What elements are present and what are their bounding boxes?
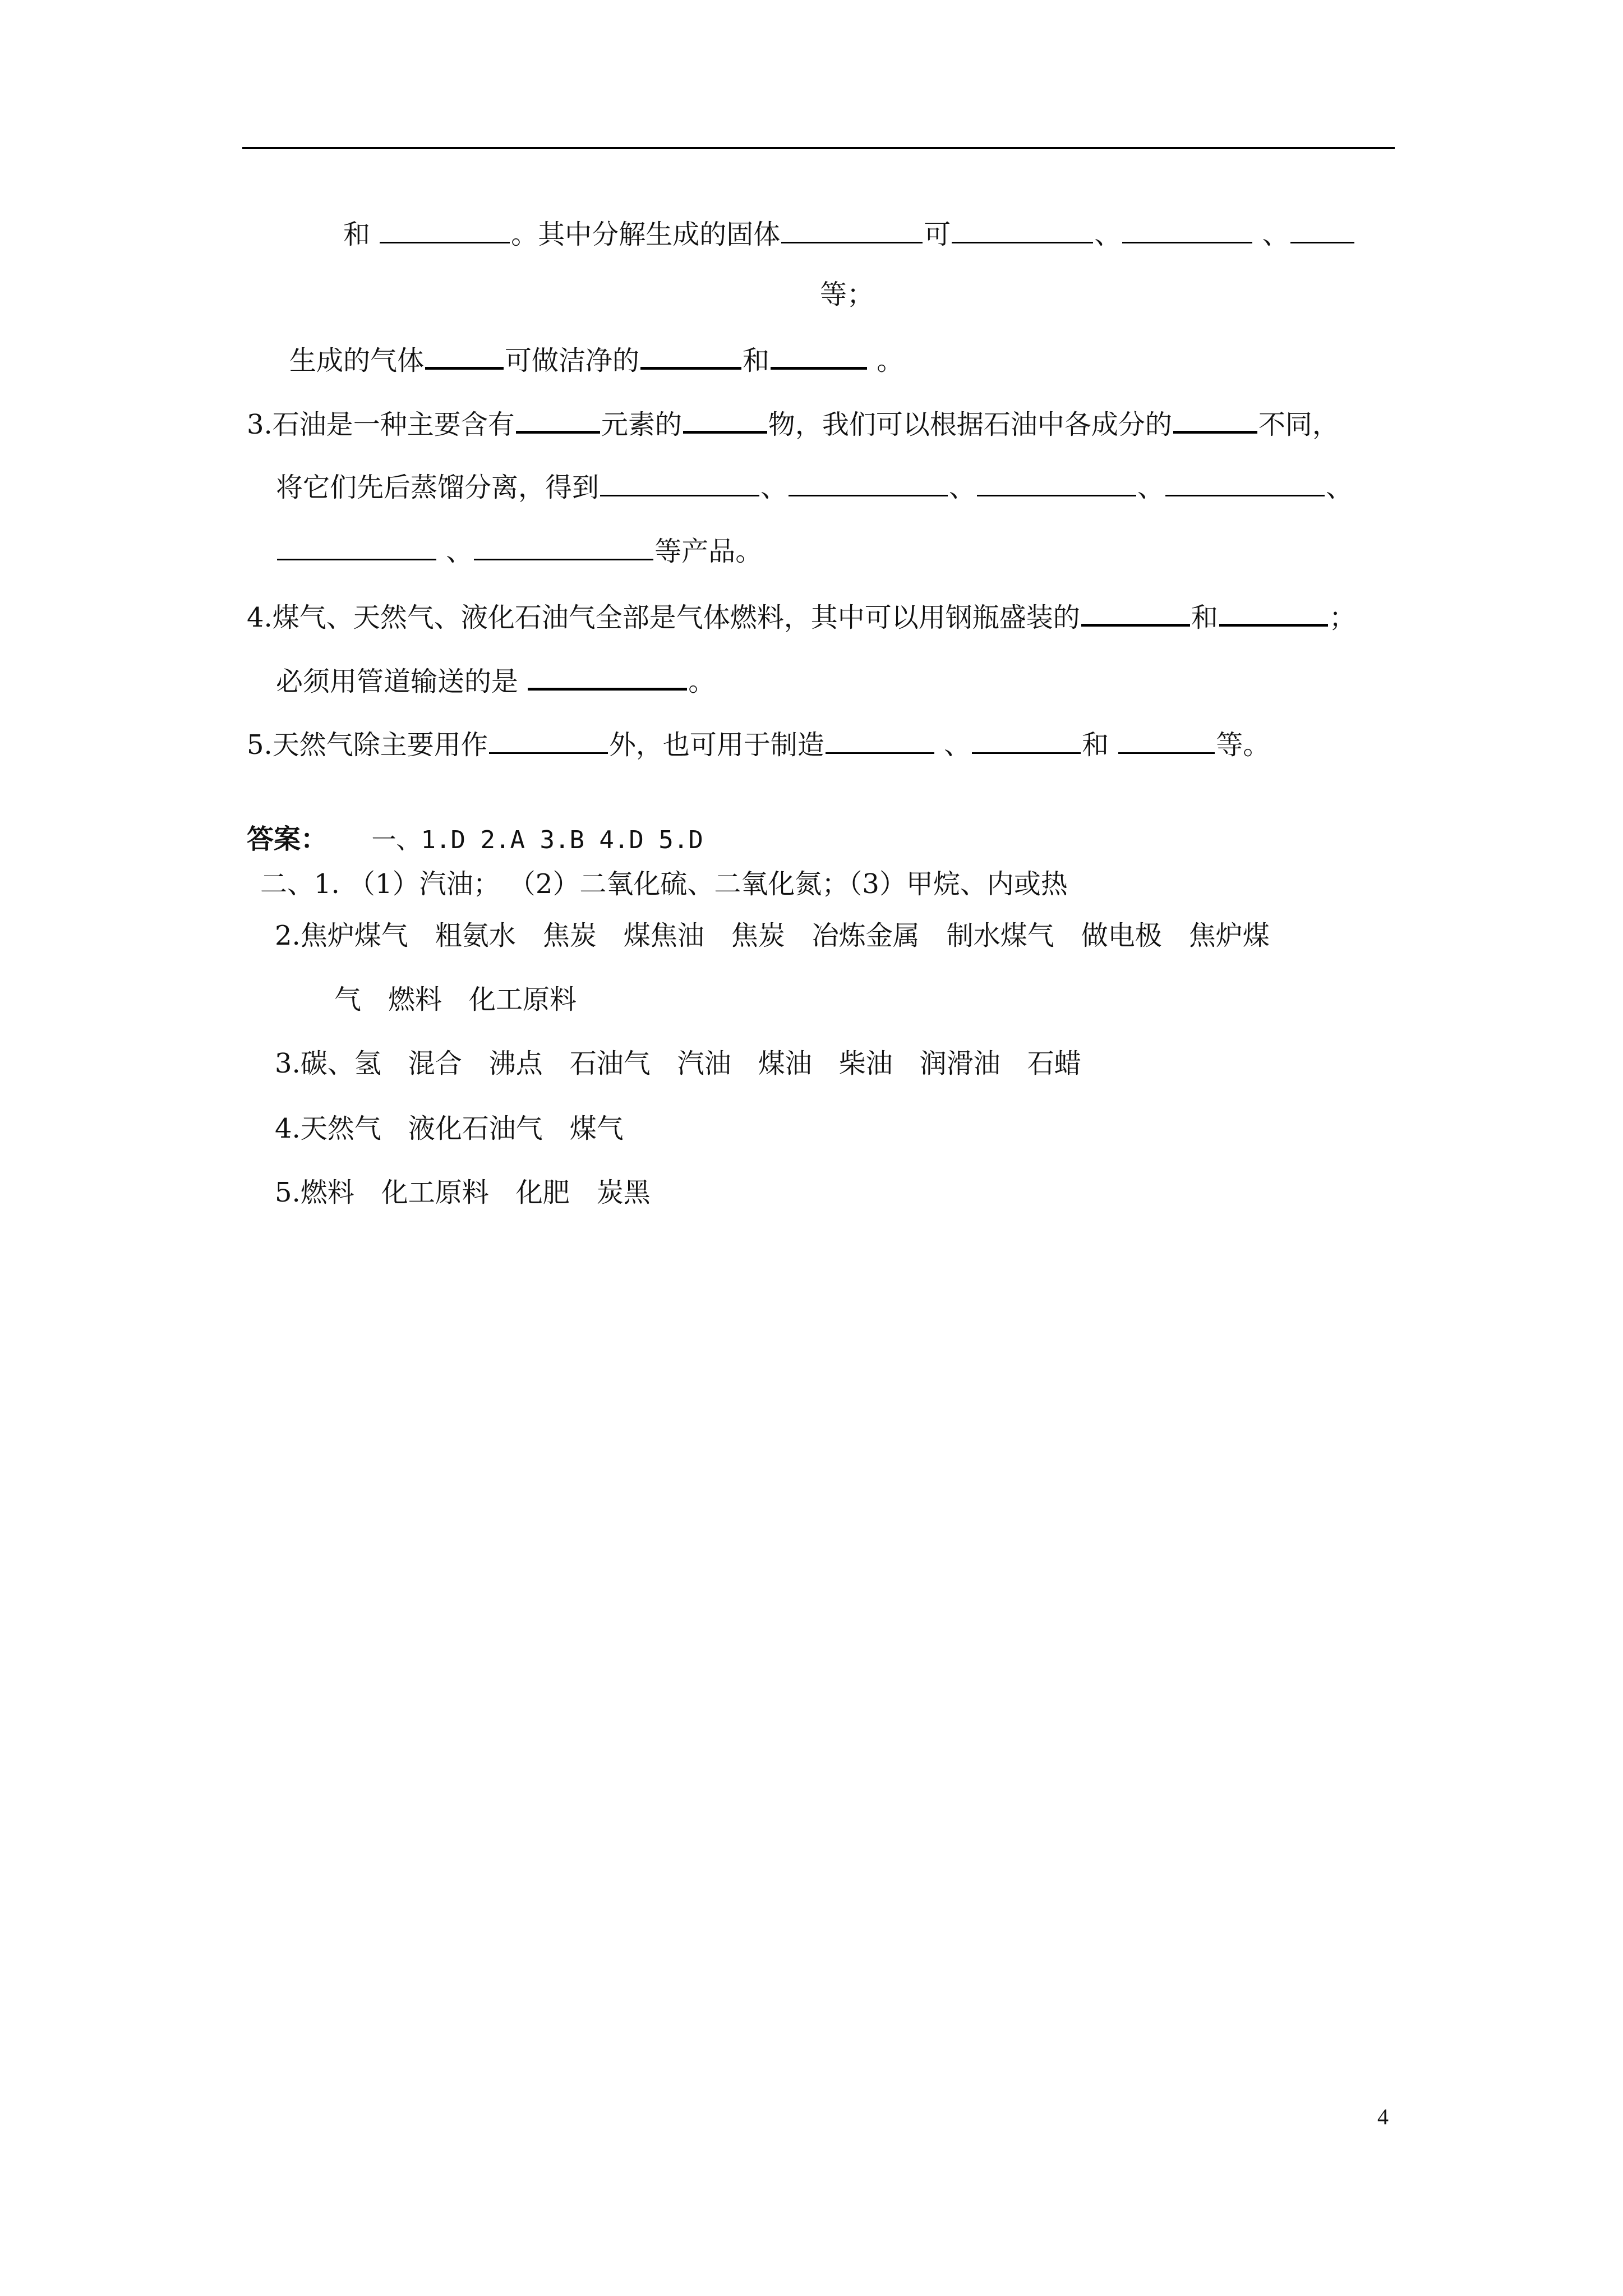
answer-blank[interactable] <box>516 405 600 434</box>
q2-line-2: 等； <box>820 279 874 310</box>
answer-blank[interactable] <box>528 662 687 691</box>
answer-blank[interactable] <box>380 216 510 243</box>
answers-part2-1: 二、1. （1）汽油； （2）二氧化硫、二氧化氮；（3）甲烷、内或热 <box>260 868 1068 900</box>
answer-blank[interactable] <box>1165 469 1325 496</box>
answers-title: 答案： <box>247 823 328 855</box>
answer-blank[interactable] <box>474 533 653 560</box>
q5-line-1: 5.天然气除主要用作 外，也可用于制造 、 和 等。 <box>247 726 1270 762</box>
answers-header <box>247 822 703 857</box>
answer-blank[interactable] <box>489 726 608 754</box>
header-rule <box>242 147 1395 149</box>
answers-part2-2-cont: 气 燃料 化工原料 <box>334 984 577 1015</box>
answers-part2-5: 5.燃料 化工原料 化肥 炭黑 <box>275 1177 651 1208</box>
q2-line-3: 生成的气体 可做洁净的 和 。 <box>289 341 903 378</box>
answer-blank[interactable] <box>277 533 436 560</box>
answer-blank[interactable] <box>1219 598 1328 627</box>
answer-blank[interactable] <box>1081 598 1190 627</box>
q3-line-2: 将它们先后蒸馏分离，得到 、 、 、 、 <box>276 469 1353 504</box>
q4-line-2: 必须用管道输送的是 。 <box>276 662 715 698</box>
answers-part2-4: 4.天然气 液化石油气 煤气 <box>275 1113 624 1144</box>
answers-part1: 一、1.D 2.A 3.B 4.D 5.D <box>371 826 703 854</box>
answers-part2-2: 2.焦炉煤气 粗氨水 焦炭 煤焦油 焦炭 冶炼金属 制水煤气 做电极 焦炉煤 <box>275 920 1270 951</box>
page-number: 4 <box>1377 2104 1389 2129</box>
q3-line-1: 3.石油是一种主要含有 元素的 物，我们可以根据石油中各成分的 不同， <box>247 405 1339 441</box>
answer-blank[interactable] <box>789 469 948 496</box>
answer-blank[interactable] <box>1290 216 1354 243</box>
answer-blank[interactable] <box>972 726 1081 754</box>
answer-blank[interactable] <box>1118 726 1215 754</box>
answer-blank[interactable] <box>826 726 934 754</box>
q3-line-3: 、 等产品。 <box>276 533 762 568</box>
answer-blank[interactable] <box>425 341 504 370</box>
answer-blank[interactable] <box>781 216 923 243</box>
answer-blank[interactable] <box>600 469 759 496</box>
q4-line-1: 4.煤气、天然气、液化石油气全部是气体燃料，其中可以用钢瓶盛装的 和 ； <box>247 598 1356 634</box>
answer-blank[interactable] <box>640 341 741 370</box>
q2-line-1: 和 。其中分解生成的固体 可 、 、 <box>343 216 1355 251</box>
answer-blank[interactable] <box>977 469 1136 496</box>
answer-blank[interactable] <box>1173 405 1257 434</box>
answer-blank[interactable] <box>952 216 1093 243</box>
answer-blank[interactable] <box>1122 216 1252 243</box>
answers-part2-3: 3.碳、氢 混合 沸点 石油气 汽油 煤油 柴油 润滑油 石蜡 <box>275 1048 1081 1079</box>
answer-blank[interactable] <box>683 405 767 434</box>
answer-blank[interactable] <box>771 341 867 370</box>
